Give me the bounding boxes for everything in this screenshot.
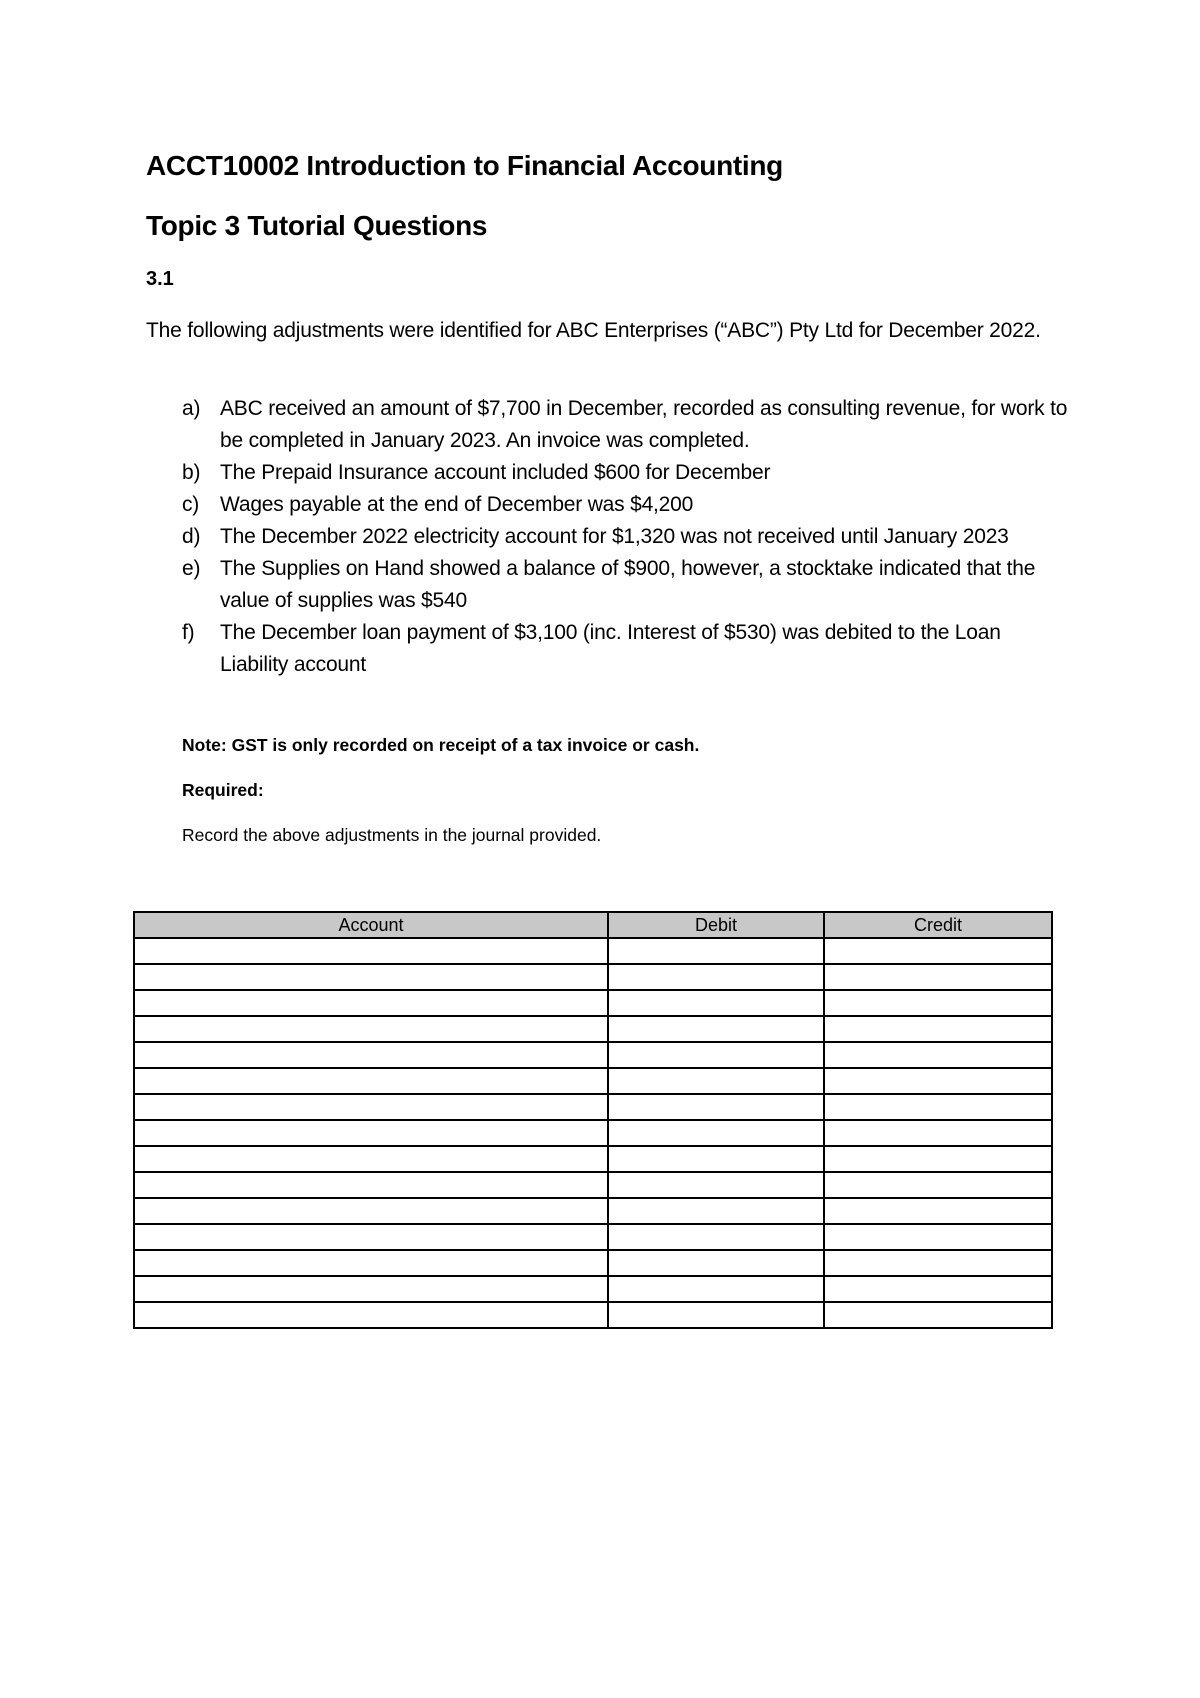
journal-row	[134, 1068, 1052, 1094]
journal-credit-cell[interactable]	[824, 1146, 1052, 1172]
journal-row	[134, 1172, 1052, 1198]
required-label: Required:	[182, 780, 264, 800]
journal-account-cell[interactable]	[134, 1146, 608, 1172]
adjustment-marker: c)	[182, 493, 200, 516]
instruction-text: Record the above adjustments in the journal provided.	[182, 825, 602, 845]
journal-debit-cell[interactable]	[608, 1120, 824, 1146]
journal-row	[134, 964, 1052, 990]
adjustment-marker: e)	[182, 557, 201, 580]
journal-debit-cell[interactable]	[608, 1224, 824, 1250]
journal-credit-cell[interactable]	[824, 990, 1052, 1016]
debit-column-header: Debit	[608, 912, 824, 938]
adjustment-item	[182, 553, 1072, 617]
journal-account-cell[interactable]	[134, 938, 608, 964]
course-title: ACCT10002 Introduction to Financial Accounting	[146, 150, 783, 181]
journal-row	[134, 990, 1052, 1016]
journal-credit-cell[interactable]	[824, 938, 1052, 964]
journal-credit-cell[interactable]	[824, 1198, 1052, 1224]
journal-credit-cell[interactable]	[824, 964, 1052, 990]
journal-debit-cell[interactable]	[608, 1094, 824, 1120]
journal-debit-cell[interactable]	[608, 1146, 824, 1172]
adjustment-item	[182, 489, 1072, 521]
adjustment-text: The Supplies on Hand showed a balance of $900, however, a stocktake indicated that the value of supplies was $540	[220, 557, 1036, 612]
adjustment-text: ABC received an amount of $7,700 in December, recorded as consulting revenue, for work to be completed in January 2023. An invoice was completed.	[220, 397, 1068, 452]
journal-account-cell[interactable]	[134, 990, 608, 1016]
journal-debit-cell[interactable]	[608, 1276, 824, 1302]
adjustment-marker: a)	[182, 397, 201, 420]
journal-row	[134, 1198, 1052, 1224]
journal-account-cell[interactable]	[134, 1224, 608, 1250]
adjustment-item	[182, 393, 1072, 457]
account-column-header: Account	[134, 912, 608, 938]
adjustment-text: The Prepaid Insurance account included $600 for December	[220, 461, 771, 484]
gst-note: Note: GST is only recorded on receipt of a tax invoice or cash.	[182, 735, 700, 755]
journal-credit-cell[interactable]	[824, 1250, 1052, 1276]
journal-debit-cell[interactable]	[608, 1250, 824, 1276]
journal-account-cell[interactable]	[134, 1016, 608, 1042]
journal-debit-cell[interactable]	[608, 1172, 824, 1198]
journal-row	[134, 1224, 1052, 1250]
journal-row	[134, 1302, 1052, 1328]
adjustment-marker: d)	[182, 525, 201, 548]
journal-credit-cell[interactable]	[824, 1068, 1052, 1094]
journal-row	[134, 1250, 1052, 1276]
adjustment-item	[182, 521, 1072, 553]
adjustment-marker: f)	[182, 621, 195, 644]
journal-row	[134, 1146, 1052, 1172]
adjustment-text: The December 2022 electricity account for $1,320 was not received until January 2023	[220, 525, 1009, 548]
journal-table	[133, 911, 1053, 1329]
journal-row	[134, 1094, 1052, 1120]
question-intro: The following adjustments were identified for ABC Enterprises (“ABC”) Pty Ltd for December 2022.	[146, 319, 1041, 342]
journal-account-cell[interactable]	[134, 1198, 608, 1224]
journal-account-cell[interactable]	[134, 1042, 608, 1068]
adjustment-text: The December loan payment of $3,100 (inc. Interest of $530) was debited to the Loan Liability account	[220, 621, 1001, 676]
journal-credit-cell[interactable]	[824, 1302, 1052, 1328]
journal-credit-cell[interactable]	[824, 1094, 1052, 1120]
credit-column-header: Credit	[824, 912, 1052, 938]
journal-account-cell[interactable]	[134, 1276, 608, 1302]
journal-debit-cell[interactable]	[608, 1068, 824, 1094]
question-number: 3.1	[146, 268, 174, 290]
journal-account-cell[interactable]	[134, 1302, 608, 1328]
journal-debit-cell[interactable]	[608, 1198, 824, 1224]
adjustment-text: Wages payable at the end of December was $4,200	[220, 493, 694, 516]
journal-debit-cell[interactable]	[608, 1302, 824, 1328]
adjustment-item	[182, 457, 1072, 489]
topic-title: Topic 3 Tutorial Questions	[146, 210, 488, 241]
journal-account-cell[interactable]	[134, 1094, 608, 1120]
journal-row	[134, 938, 1052, 964]
journal-row	[134, 1276, 1052, 1302]
journal-row	[134, 1042, 1052, 1068]
journal-account-cell[interactable]	[134, 1250, 608, 1276]
journal-credit-cell[interactable]	[824, 1224, 1052, 1250]
journal-credit-cell[interactable]	[824, 1042, 1052, 1068]
journal-debit-cell[interactable]	[608, 938, 824, 964]
journal-account-cell[interactable]	[134, 964, 608, 990]
journal-credit-cell[interactable]	[824, 1016, 1052, 1042]
journal-body	[134, 938, 1052, 1328]
journal-account-cell[interactable]	[134, 1172, 608, 1198]
journal-header-row	[134, 912, 1052, 938]
journal-debit-cell[interactable]	[608, 990, 824, 1016]
journal-account-cell[interactable]	[134, 1120, 608, 1146]
journal-row	[134, 1016, 1052, 1042]
journal-credit-cell[interactable]	[824, 1120, 1052, 1146]
journal-credit-cell[interactable]	[824, 1172, 1052, 1198]
journal-account-cell[interactable]	[134, 1068, 608, 1094]
journal-row	[134, 1120, 1052, 1146]
journal-debit-cell[interactable]	[608, 964, 824, 990]
journal-debit-cell[interactable]	[608, 1042, 824, 1068]
adjustment-marker: b)	[182, 461, 201, 484]
adjustments-list	[182, 393, 1072, 681]
adjustment-item	[182, 617, 1072, 681]
journal-credit-cell[interactable]	[824, 1276, 1052, 1302]
journal-debit-cell[interactable]	[608, 1016, 824, 1042]
